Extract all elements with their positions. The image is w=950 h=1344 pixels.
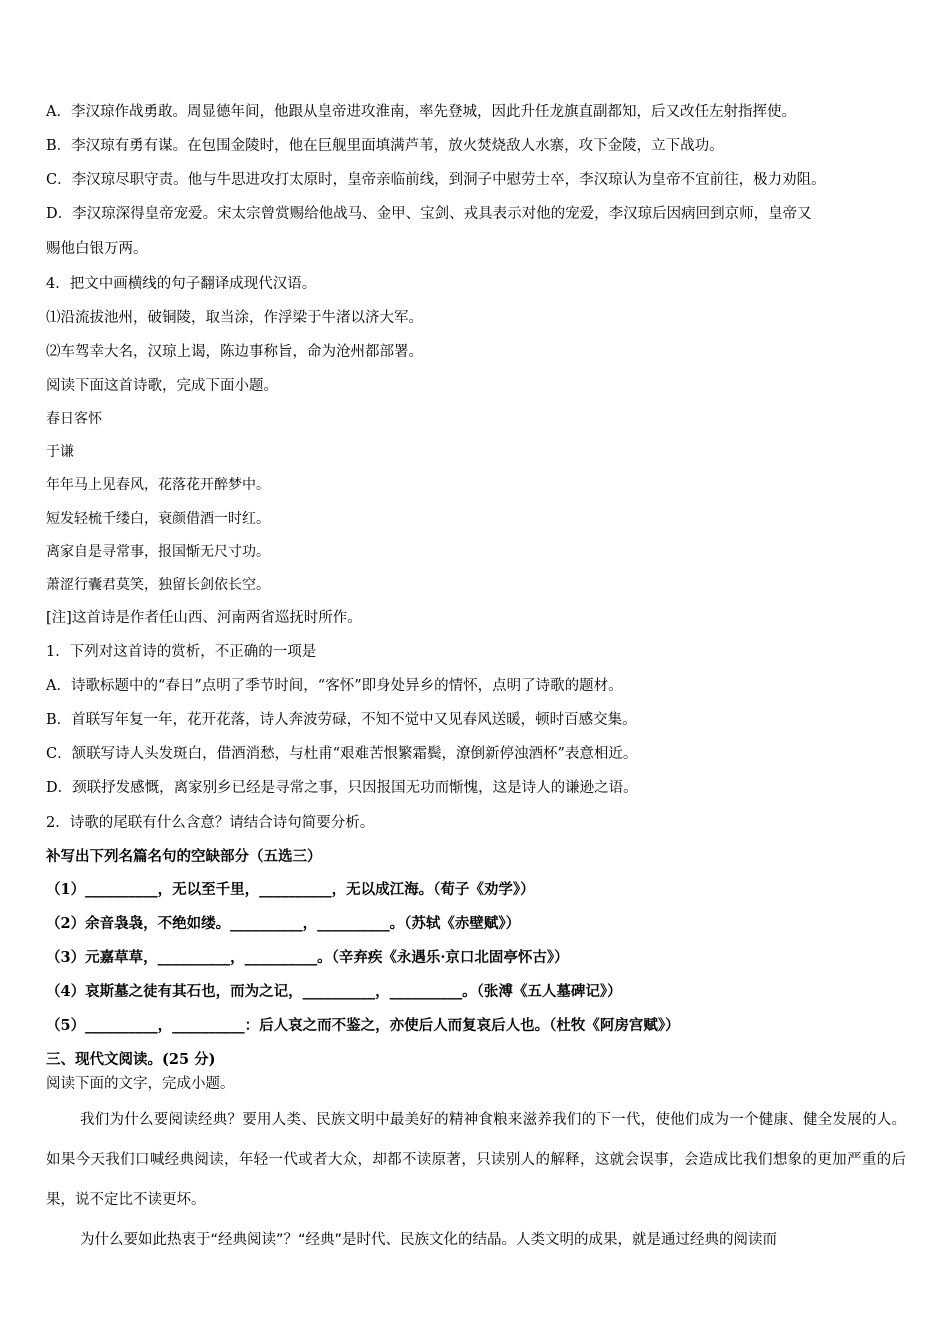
fill-item-1: （1）__________，无以至千里，__________，无以成江海。（荀子《劝学》）	[46, 881, 535, 898]
fill-item-5: （5）__________，__________：后人哀之而不鉴之，亦使后人而复哀后人也。（杜牧《阿房宫赋》）	[46, 1017, 680, 1034]
q3-option-d-line1: D．李汉琼深得皇帝宠爱。宋太宗曾赏赐给他战马、金甲、宝剑、戎具表示对他的宠爱，李汉琼后因病回到京师，皇帝又	[46, 206, 812, 222]
q4-sentence-1: ⑴沿流拔池州，破铜陵，取当涂，作浮梁于牛渚以济大军。	[46, 310, 423, 326]
q4-sentence-2: ⑵车驾幸大名，汉琼上谒，陈边事称旨，命为沧州都部署。	[46, 344, 423, 360]
section3-intro: 阅读下面的文字，完成小题。	[46, 1076, 235, 1092]
poem-note: [注]这首诗是作者任山西、河南两省巡抚时所作。	[46, 610, 362, 626]
poem-line-2: 短发轻梳千缕白，衰颜借酒一时红。	[46, 511, 270, 527]
poem-intro: 阅读下面这首诗歌，完成下面小题。	[46, 378, 278, 394]
q3-option-c: C．李汉琼尽职守责。他与牛思进攻打太原时，皇帝亲临前线，到洞子中慰劳士卒，李汉琼认为皇帝不宜前往，极力劝阻。	[46, 172, 826, 188]
reading-paragraph-1: 我们为什么要阅读经典？要用人类、民族文明中最美好的精神食粮来滋养我们的下一代，使他们成为一个健康、健全发展的人。如果今天我们口喊经典阅读，年轻一代或者大众，却都不读原著，只读别人的解释，这就会误事，会造成比我们想象的更加严重的后果，说不定比不读更坏。	[46, 1112, 906, 1208]
fill-item-4: （4）哀斯墓之徒有其石也，而为之记，__________，__________。（张溥《五人墓碑记》）	[46, 983, 622, 1000]
poem-line-1: 年年马上见春风，花落花开醉梦中。	[46, 477, 270, 493]
poem-author: 于谦	[46, 444, 74, 460]
poem-q1-option-b: B．首联写年复一年，花开花落，诗人奔波劳碌，不知不觉中又见春风送暖，顿时百感交集。	[46, 712, 637, 728]
poem-line-3: 离家自是寻常事，报国惭无尺寸功。	[46, 544, 270, 560]
fill-item-2: （2）余音袅袅，不绝如缕。__________，__________。（苏轼《赤壁赋》）	[46, 915, 521, 932]
poem-q1-option-a: A．诗歌标题中的“春日”点明了季节时间，“客怀”即身处异乡的情怀，点明了诗歌的题材。	[46, 678, 623, 694]
q3-option-a: A．李汉琼作战勇敢。周显德年间，他跟从皇帝进攻淮南，率先登城，因此升任龙旗直副都知，后又改任左射指挥使。	[46, 104, 796, 120]
poem-q2: 2．诗歌的尾联有什么含意？请结合诗句简要分析。	[46, 815, 375, 831]
reading-paragraph-2: 为什么要如此热衷于“经典阅读”？“经典”是时代、民族文化的结晶。人类文明的成果，就是通过经典的阅读而	[80, 1232, 778, 1248]
poem-q1-option-d: D．颈联抒发感慨，离家别乡已经是寻常之事，只因报国无功而惭愧，这是诗人的谦逊之语。	[46, 780, 638, 796]
fill-item-3: （3）元嘉草草，__________，__________。（辛弃疾《永遇乐·京口北固亭怀古》）	[46, 949, 569, 966]
poem-line-4: 萧涩行囊君莫笑，独留长剑依长空。	[46, 577, 270, 593]
poem-q1-stem: 1．下列对这首诗的赏析，不正确的一项是	[46, 644, 317, 660]
q3-option-d-line2: 赐他白银万两。	[46, 241, 148, 257]
poem-q1-option-c: C．颔联写诗人头发斑白，借酒消愁，与杜甫“艰难苦恨繁霜鬓，潦倒新停浊酒杯”表意相近。	[46, 746, 638, 762]
poem-title: 春日客怀	[46, 411, 102, 427]
fill-title: 补写出下列名篇名句的空缺部分（五选三）	[46, 848, 322, 865]
q4-title: 4．把文中画横线的句子翻译成现代汉语。	[46, 276, 317, 292]
section3-heading: 三、现代文阅读。(25 分)	[46, 1051, 216, 1068]
q3-option-b: B．李汉琼有勇有谋。在包围金陵时，他在巨舰里面填满芦苇，放火焚烧敌人水寨，攻下金陵，立下战功。	[46, 138, 724, 154]
